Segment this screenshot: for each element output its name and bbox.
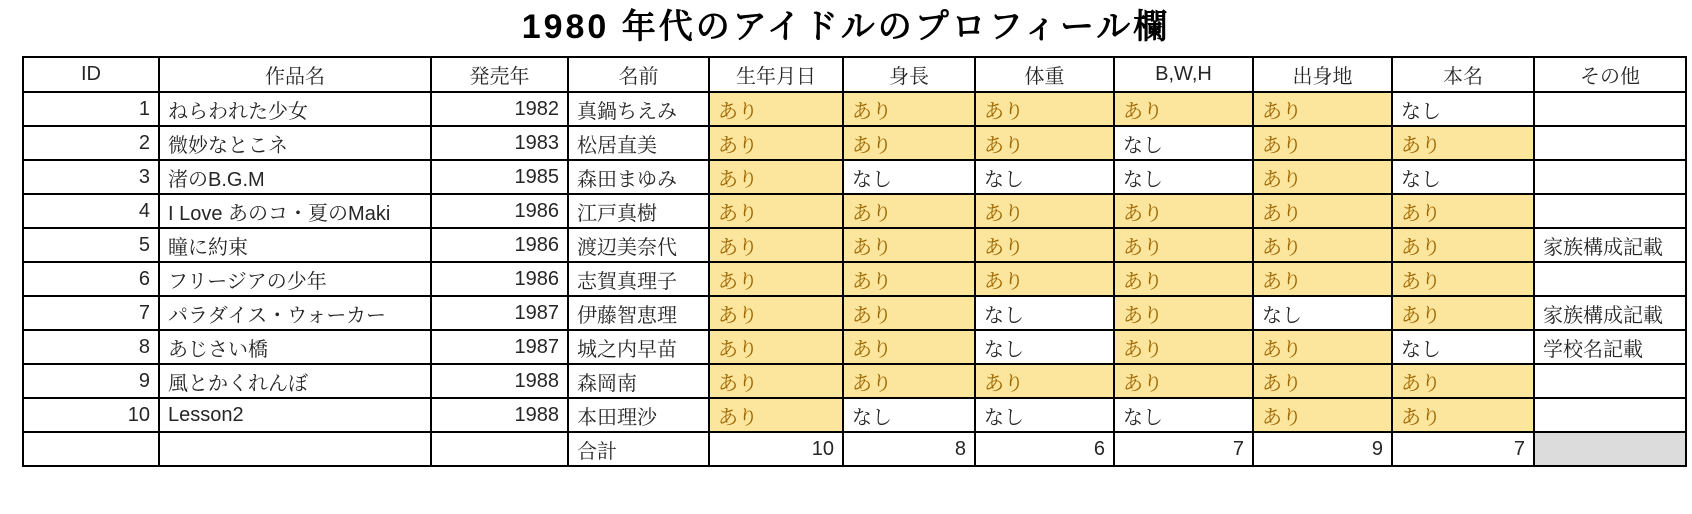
cell-other: 家族構成記載 — [1534, 296, 1686, 330]
cell-hometown: あり — [1253, 228, 1392, 262]
cell-realname: あり — [1392, 262, 1534, 296]
column-header-height: 身長 — [843, 57, 975, 92]
cell-weight: あり — [975, 228, 1114, 262]
cell-realname: あり — [1392, 398, 1534, 432]
cell-other — [1534, 262, 1686, 296]
cell-height: あり — [843, 194, 975, 228]
cell-hometown: なし — [1253, 296, 1392, 330]
cell-height: あり — [843, 228, 975, 262]
cell-birth: あり — [709, 262, 843, 296]
total-weight: 6 — [975, 432, 1114, 466]
table-row — [23, 194, 1686, 228]
cell-id: 7 — [23, 296, 159, 330]
table-row — [23, 398, 1686, 432]
table-header-row — [23, 57, 1686, 92]
cell-realname: あり — [1392, 194, 1534, 228]
cell-birth: あり — [709, 296, 843, 330]
cell-bwh: あり — [1114, 364, 1253, 398]
cell-name: 森岡南 — [568, 364, 709, 398]
cell-year: 1986 — [431, 262, 568, 296]
cell-bwh: あり — [1114, 92, 1253, 126]
cell-bwh: あり — [1114, 296, 1253, 330]
cell-realname: なし — [1392, 330, 1534, 364]
total-label: 合計 — [568, 432, 709, 466]
cell-other — [1534, 398, 1686, 432]
total-empty-cell-work — [159, 432, 431, 466]
column-header-name: 名前 — [568, 57, 709, 92]
cell-height: あり — [843, 330, 975, 364]
table-row — [23, 92, 1686, 126]
cell-weight: あり — [975, 364, 1114, 398]
column-header-other: その他 — [1534, 57, 1686, 92]
cell-height: あり — [843, 296, 975, 330]
table-row — [23, 364, 1686, 398]
cell-year: 1986 — [431, 194, 568, 228]
cell-hometown: あり — [1253, 364, 1392, 398]
cell-other — [1534, 364, 1686, 398]
cell-realname: あり — [1392, 228, 1534, 262]
cell-other — [1534, 92, 1686, 126]
cell-height: あり — [843, 126, 975, 160]
cell-bwh: なし — [1114, 126, 1253, 160]
cell-other: 家族構成記載 — [1534, 228, 1686, 262]
cell-weight: なし — [975, 160, 1114, 194]
column-header-birth: 生年月日 — [709, 57, 843, 92]
cell-realname: あり — [1392, 126, 1534, 160]
cell-work: 瞳に約束 — [159, 228, 431, 262]
cell-weight: なし — [975, 398, 1114, 432]
column-header-weight: 体重 — [975, 57, 1114, 92]
cell-birth: あり — [709, 228, 843, 262]
cell-birth: あり — [709, 364, 843, 398]
cell-bwh: あり — [1114, 262, 1253, 296]
total-realname: 7 — [1392, 432, 1534, 466]
cell-realname: なし — [1392, 160, 1534, 194]
total-birth: 10 — [709, 432, 843, 466]
cell-bwh: なし — [1114, 160, 1253, 194]
cell-hometown: あり — [1253, 398, 1392, 432]
cell-year: 1985 — [431, 160, 568, 194]
cell-name: 伊藤智恵理 — [568, 296, 709, 330]
cell-bwh: なし — [1114, 398, 1253, 432]
total-bwh: 7 — [1114, 432, 1253, 466]
total-hometown: 9 — [1253, 432, 1392, 466]
cell-id: 10 — [23, 398, 159, 432]
page-title: 1980 年代のアイドルのプロフィール欄 — [521, 8, 1171, 46]
cell-year: 1987 — [431, 296, 568, 330]
cell-other — [1534, 126, 1686, 160]
total-empty-cell-year — [431, 432, 568, 466]
cell-hometown: あり — [1253, 160, 1392, 194]
cell-id: 1 — [23, 92, 159, 126]
cell-birth: あり — [709, 194, 843, 228]
cell-realname: あり — [1392, 296, 1534, 330]
cell-name: 森田まゆみ — [568, 160, 709, 194]
total-row — [23, 432, 1686, 466]
cell-work: ねらわれた少女 — [159, 92, 431, 126]
cell-name: 江戸真樹 — [568, 194, 709, 228]
cell-name: 松居直美 — [568, 126, 709, 160]
cell-name: 渡辺美奈代 — [568, 228, 709, 262]
cell-year: 1988 — [431, 364, 568, 398]
cell-weight: あり — [975, 262, 1114, 296]
cell-id: 9 — [23, 364, 159, 398]
cell-hometown: あり — [1253, 126, 1392, 160]
cell-hometown: あり — [1253, 92, 1392, 126]
cell-weight: あり — [975, 92, 1114, 126]
cell-other — [1534, 194, 1686, 228]
cell-work: I Love あのコ・夏のMaki — [159, 194, 431, 228]
cell-id: 3 — [23, 160, 159, 194]
cell-work: Lesson2 — [159, 398, 431, 432]
cell-work: フリージアの少年 — [159, 262, 431, 296]
total-empty-cell-id — [23, 432, 159, 466]
cell-height: なし — [843, 398, 975, 432]
cell-year: 1986 — [431, 228, 568, 262]
cell-height: あり — [843, 92, 975, 126]
table-row — [23, 296, 1686, 330]
cell-year: 1983 — [431, 126, 568, 160]
cell-height: あり — [843, 262, 975, 296]
cell-work: パラダイス・ウォーカー — [159, 296, 431, 330]
cell-bwh: あり — [1114, 330, 1253, 364]
cell-weight: なし — [975, 296, 1114, 330]
cell-id: 8 — [23, 330, 159, 364]
table-row — [23, 330, 1686, 364]
cell-birth: あり — [709, 92, 843, 126]
table-row — [23, 160, 1686, 194]
cell-other: 学校名記載 — [1534, 330, 1686, 364]
cell-hometown: あり — [1253, 330, 1392, 364]
table-row — [23, 126, 1686, 160]
cell-bwh: あり — [1114, 194, 1253, 228]
column-header-year: 発売年 — [431, 57, 568, 92]
column-header-work: 作品名 — [159, 57, 431, 92]
cell-work: 風とかくれんぼ — [159, 364, 431, 398]
column-header-realname: 本名 — [1392, 57, 1534, 92]
cell-work: 微妙なとこネ — [159, 126, 431, 160]
cell-birth: あり — [709, 126, 843, 160]
cell-work: 渚のB.G.M — [159, 160, 431, 194]
cell-hometown: あり — [1253, 194, 1392, 228]
cell-weight: あり — [975, 194, 1114, 228]
cell-birth: あり — [709, 398, 843, 432]
cell-birth: あり — [709, 330, 843, 364]
cell-bwh: あり — [1114, 228, 1253, 262]
cell-id: 6 — [23, 262, 159, 296]
cell-year: 1988 — [431, 398, 568, 432]
table-row — [23, 228, 1686, 262]
cell-id: 5 — [23, 228, 159, 262]
column-header-bwh: B,W,H — [1114, 57, 1253, 92]
cell-birth: あり — [709, 160, 843, 194]
table-row — [23, 262, 1686, 296]
cell-other — [1534, 160, 1686, 194]
cell-id: 2 — [23, 126, 159, 160]
cell-name: 城之内早苗 — [568, 330, 709, 364]
cell-year: 1987 — [431, 330, 568, 364]
cell-id: 4 — [23, 194, 159, 228]
cell-height: なし — [843, 160, 975, 194]
cell-weight: なし — [975, 330, 1114, 364]
cell-weight: あり — [975, 126, 1114, 160]
cell-name: 本田理沙 — [568, 398, 709, 432]
column-header-hometown: 出身地 — [1253, 57, 1392, 92]
cell-realname: なし — [1392, 92, 1534, 126]
cell-realname: あり — [1392, 364, 1534, 398]
idol-profile-table — [22, 56, 1687, 467]
cell-name: 志賀真理子 — [568, 262, 709, 296]
total-height: 8 — [843, 432, 975, 466]
cell-year: 1982 — [431, 92, 568, 126]
cell-height: あり — [843, 364, 975, 398]
total-empty-cell-other — [1534, 432, 1686, 466]
cell-hometown: あり — [1253, 262, 1392, 296]
cell-work: あじさい橋 — [159, 330, 431, 364]
cell-name: 真鍋ちえみ — [568, 92, 709, 126]
column-header-id: ID — [23, 57, 159, 92]
